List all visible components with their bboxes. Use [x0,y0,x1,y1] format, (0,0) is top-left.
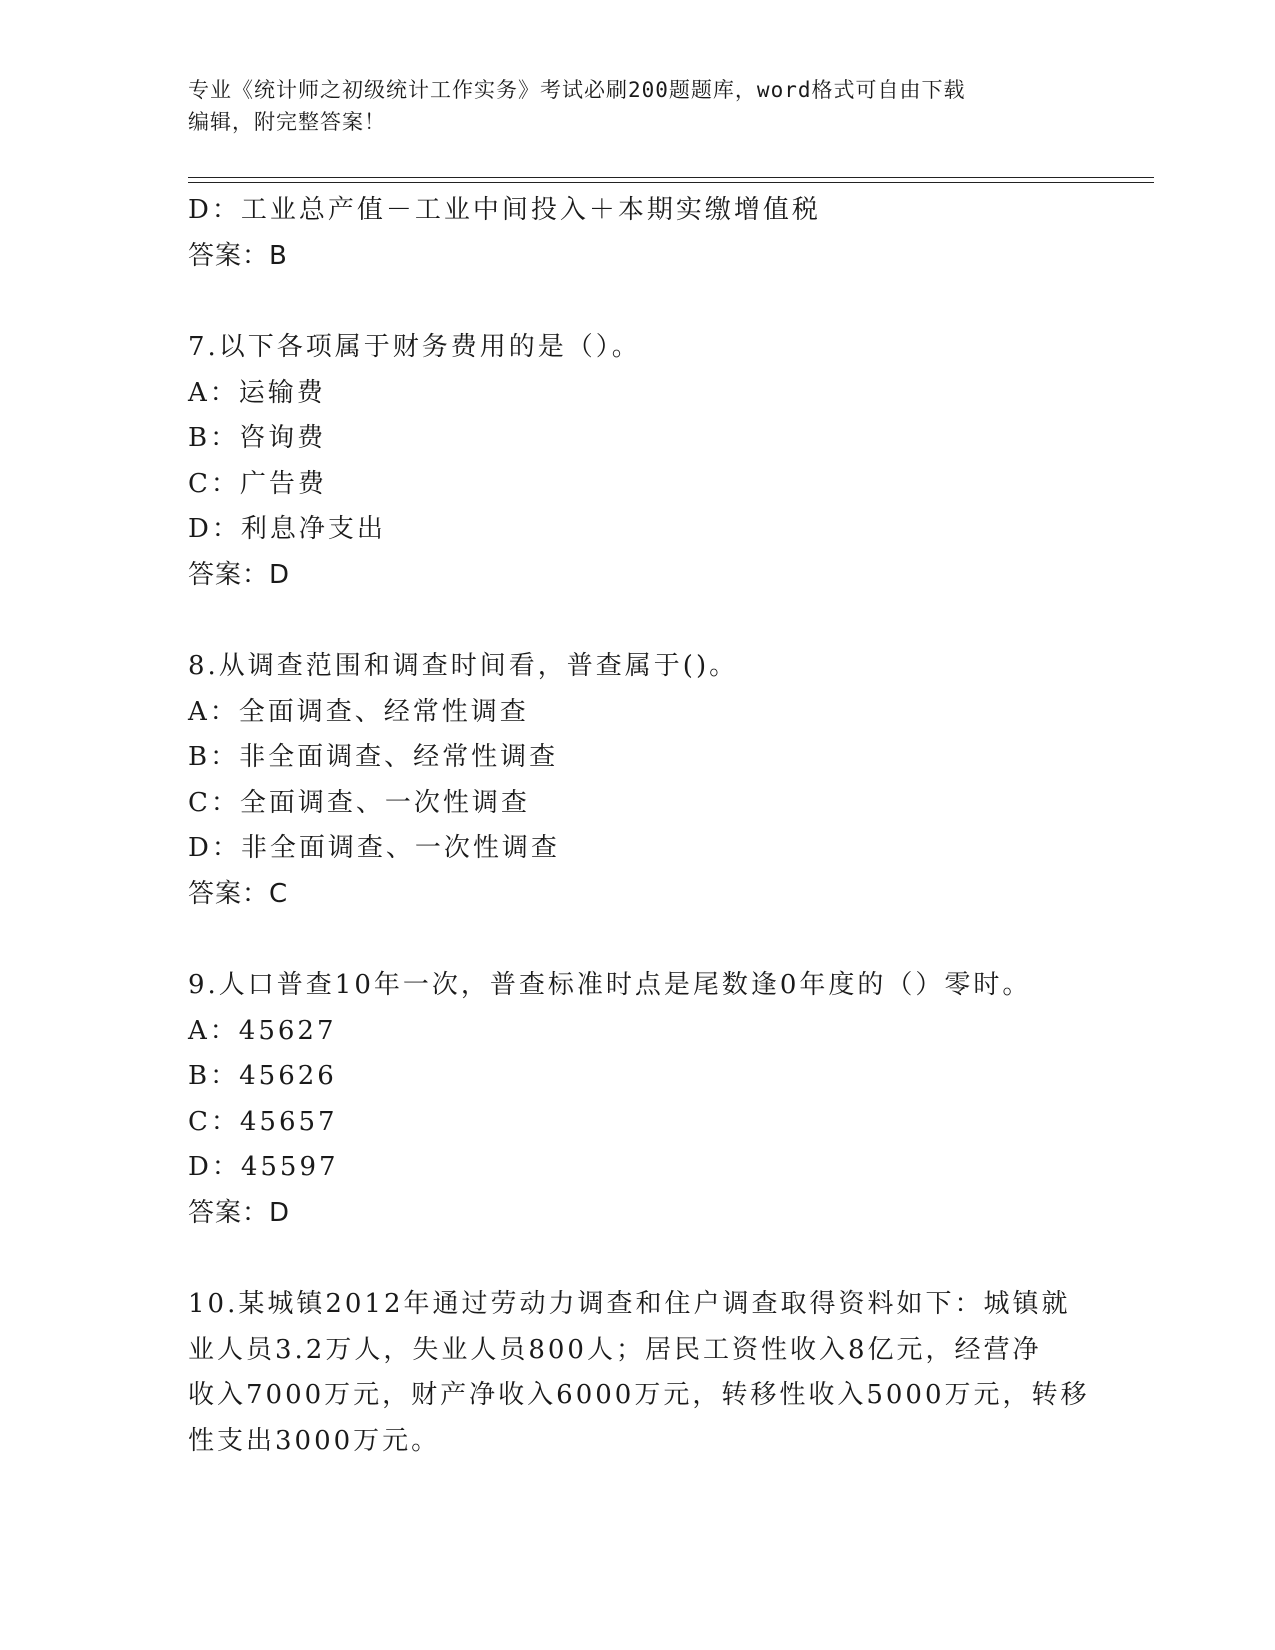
question-8 [188,644,1088,917]
option-b: B：咨询费 [188,423,327,453]
question-9 [188,963,1088,1236]
answer: 答案：B [188,240,288,271]
question-text-line-4: 性支出3000万元。 [188,1425,441,1456]
header-line-2: 编辑，附完整答案！ [188,110,386,134]
header-line-1: 专业《统计师之初级统计工作实务》考试必刷200题题库，word格式可自由下载 [188,78,966,102]
option-d: D：利息净支出 [188,514,386,544]
question-text: 8.从调查范围和调查时间看，普查属于()。 [188,651,739,681]
answer: 答案：D [188,559,291,590]
header-rule-top [188,177,1154,178]
question-7 [188,325,1088,598]
question-text-line-2: 业人员3.2万人，失业人员800人；居民工资性收入8亿元，经营净 [188,1334,1042,1365]
option-d: D：45597 [188,1152,339,1182]
option-a: A：运输费 [188,377,326,408]
option-d: D：非全面调查、一次性调查 [188,833,560,863]
option-c: C：广告费 [188,468,327,499]
header-rule-bottom [188,182,1154,183]
question-6-tail [188,188,1088,279]
question-text: 9.人口普查10年一次，普查标准时点是尾数逢0年度的（）零时。 [188,970,1032,1000]
option-c: C：45657 [188,1106,338,1137]
option-c: C：全面调查、一次性调查 [188,787,530,818]
option-b: B：45626 [188,1061,337,1091]
option-a: A：全面调查、经常性调查 [188,696,529,727]
answer: 答案：D [188,1197,291,1228]
question-text-line-1: 10.某城镇2012年通过劳动力调查和住户调查取得资料如下：城镇就 [188,1289,1071,1319]
document-header [188,74,1088,138]
question-text-line-3: 收入7000万元，财产净收入6000万元，转移性收入5000万元，转移 [188,1380,1090,1410]
option-a: A：45627 [188,1015,337,1046]
option-d: D：工业总产值－工业中间投入＋本期实缴增值税 [188,195,821,225]
question-text: 7.以下各项属于财务费用的是（）。 [188,332,641,362]
option-b: B：非全面调查、经常性调查 [188,742,559,772]
question-10 [188,1282,1088,1464]
question-list [188,188,1088,1464]
answer: 答案：C [188,878,289,909]
